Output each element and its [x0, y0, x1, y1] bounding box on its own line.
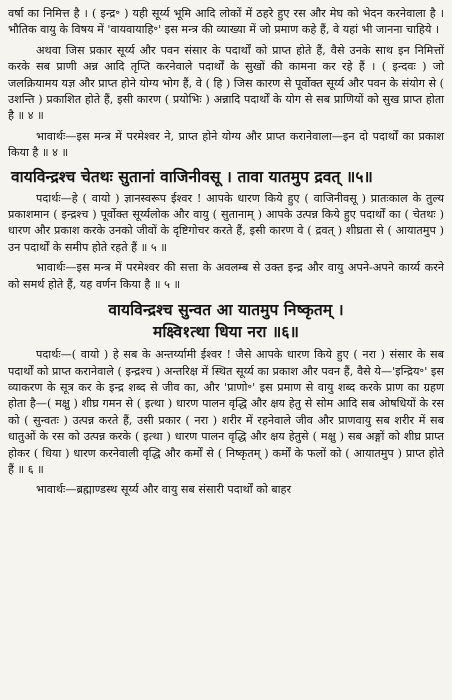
paragraph-padartha-6: पदार्थः—( वायो ) हे सब के अन्तर्य्यामी ईश्वर ! जैसे आपके धारण किये हुए ( नरा ) संसार के सब पदार्थों को प्राप्त करानेवाले ( इन्द्रश्च ) अन्तरिक्ष में स्थित सूर्य्य का प्रकाश और पवन हैं, वैसे ये—'इन्द्रिय॰' इस व्याकरण के सूत्र कर के इन्द्र शब्द से जीव का, और 'प्राणो॰' इस प्रमाण से वायु शब्द करके प्राण का ग्रहण होता है—( मक्षु ) शीघ्र गमन से ( इत्था ) धारण पालन वृद्धि और क्षय हेतु से सोम आदि सब ओषधियों के रस को ( सुन्वतः ) उत्पन्न करते हैं, उसी प्रकार ( नरा ) शरीर में रहनेवाले जीव और प्राणवायु सब शरीर में सब धातुओं के रस को उत्पन्न करके ( इत्था ) धारण पालन वृद्धि और क्षय हेतुसे ( मक्षु ) सब अङ्गों को शीघ्र प्राप्त होकर ( धिया ) धारण करनेवाली वृद्धि और कर्मों से ( निष्कृतम् ) कर्मों के फलों को ( आयातमुप ) प्राप्त होते हैं ॥ ६ ॥: [8, 348, 444, 476]
mantra-verse-6-line-2: मक्ष्वि१त्था धिया नरा ॥६॥: [153, 322, 299, 342]
paragraph-explanation: अथवा जिस प्रकार सूर्य्य और पवन संसार के पदार्थों को प्राप्त होते हैं, वैसे उनके साथ इन निमित्तों करके सब प्राणी अन्न आदि तृप्ति करनेवाले पदार्थों के सुखों की कामना कर रहे हैं । ( इन्दवः ) जो जलक्रियामय यज्ञ और प्राप्त होने योग्य भोग हैं, वे ( हि ) जिस कारण से पूर्वोक्त सूर्य्य और पवन के संयोग से ( उशन्ति ) प्रकाशित होते हैं, इसी कारण ( प्रयोभिः ) अन्नादि पदार्थों के योग से सब प्राणियों को सुख प्राप्त होता है ॥ ४ ॥: [8, 43, 444, 123]
paragraph-continuation: वर्षा का निमित्त है । ( इन्द्र॰ ) यही सूर्य्य भूमि आदि लोकों में ठहरे हुए रस और मेघ को भेदन करनेवाला है । भौतिक वायु के विषय में 'वायवायाहि॰' इस मन्त्र की व्याख्या में जो प्रमाण कहे हैं, वे यहां भी जानना चाहिये ।: [8, 7, 444, 37]
mantra-verse-5: वायविन्द्रश्च चेतथः सुतानां वाजिनीवसू । तावा यातमुप द्रवत् ॥५॥: [11, 166, 373, 186]
paragraph-bhavartha-4: भावार्थः—इस मन्त्र में परमेश्वर ने, प्राप्त होने योग्य और प्राप्त करानेवाला—इन दो पदार्थों का प्रकाश किया है ॥ ४ ॥: [8, 129, 444, 160]
paragraph-bhavartha-6: भावार्थः—ब्रह्माण्डस्थ सूर्य्य और वायु सब संसारी पदार्थों को बाहर: [36, 483, 292, 497]
mantra-verse-6-line-1: वायविन्द्रश्च सुन्वत आ यातमुप निष्कृतम् ।: [108, 300, 344, 320]
paragraph-bhavartha-5: भावार्थः—इस मन्त्र में परमेश्वर की सत्ता के अवलम्ब से उक्त इन्द्र और वायु अपने-अपने कार्य्य करने को समर्थ होते हैं, यह वर्णन किया है ॥ ५ ॥: [8, 261, 444, 291]
paragraph-padartha-5: पदार्थः—हे ( वायो ) ज्ञानस्वरूप ईश्वर ! आपके धारण किये हुए ( वाजिनीवसू ) प्रातःकाल के तुल्य प्रकाशमान ( इन्द्रश्च ) पूर्वोक्त सूर्य्यलोक और वायु ( सुतानाम् ) आपके उत्पन्न किये हुए पदार्थों का ( चेतथः ) धारण और प्रकाश करके उनको जीवों के दृष्टिगोचर करते हैं, इसी कारण वे ( द्रवत् ) शीघ्रता से ( आयातमुप ) उन पदार्थों के समीप होते रहते हैं ॥ ५ ॥: [8, 191, 444, 254]
